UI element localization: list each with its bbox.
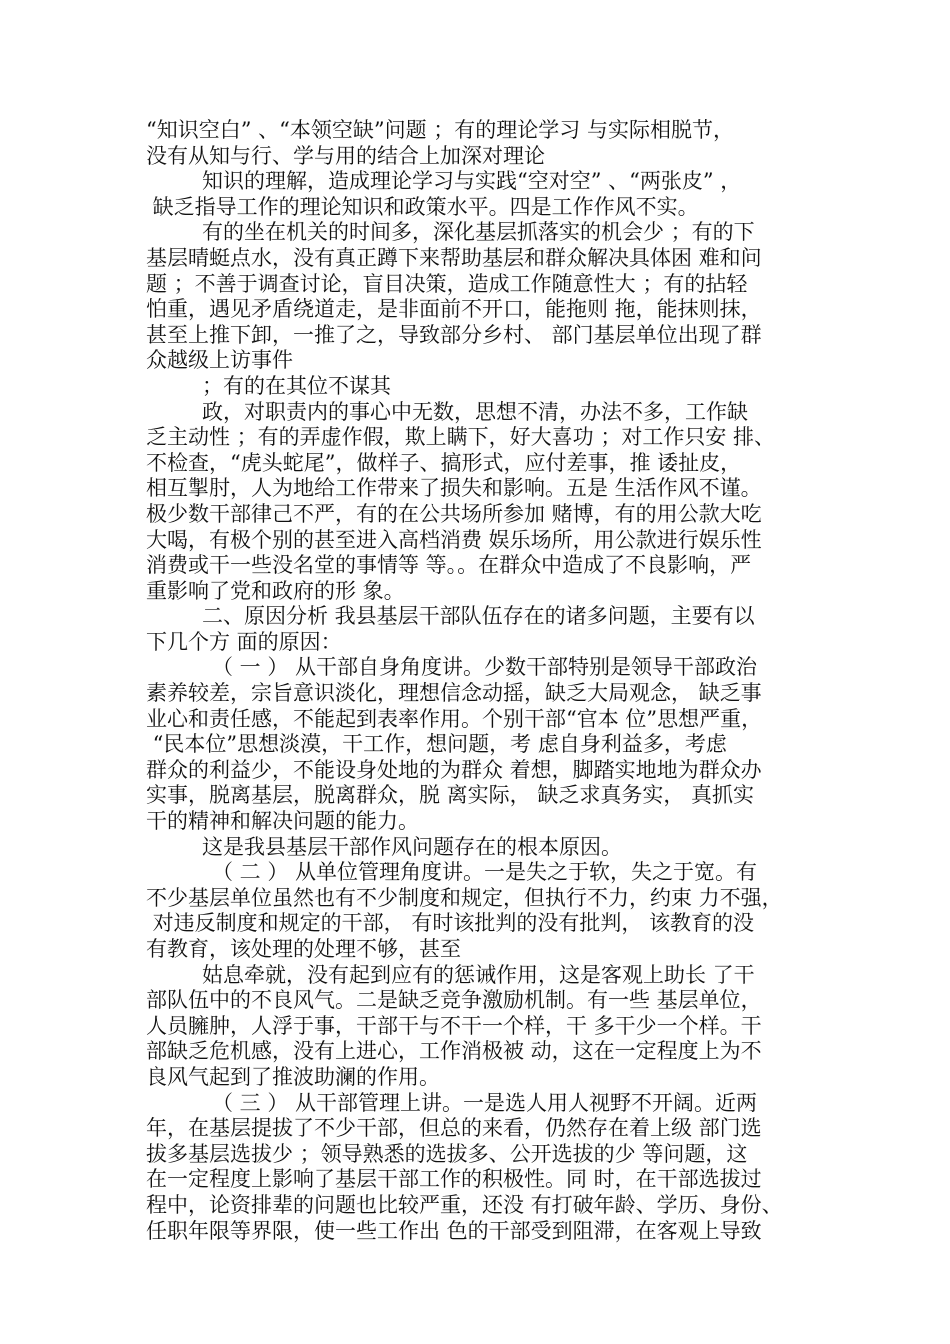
text-line: 政，对职责内的事心中无数，思想不清，办法不多，工作缺 xyxy=(202,399,748,424)
text-line: ；有的在其位不谋其 xyxy=(202,373,391,398)
text-line: 群众的利益少，不能设身处地的为群众 着想，脚踏实地地为群众办 xyxy=(146,757,762,782)
text-line: 众越级上访事件 xyxy=(146,348,293,373)
text-line: 姑息牵就，没有起到应有的惩诫作用，这是客观上助长 了干 xyxy=(202,962,755,987)
text-line: 在一定程度上影响了基层干部工作的积极性。同 时，在干部选拔过 xyxy=(146,1167,762,1192)
text-line: 知识的理解，造成理论学习与实践“空对空” 、“两张皮” ， xyxy=(202,169,742,194)
text-line: 年，在基层提拔了不少干部，但总的来看，仍然存在着上级 部门选 xyxy=(146,1116,762,1141)
text-line: 干的精神和解决问题的能力。 xyxy=(146,809,419,834)
text-line: 这是我县基层干部作风问题存在的根本原因。 xyxy=(202,834,622,859)
text-line: 任职年限等界限，使一些工作出 色的干部受到阻滞，在客观上导致 xyxy=(146,1218,762,1243)
text-line: 部队伍中的不良风气。二是缺乏竞争激励机制。有一些 基层单位， xyxy=(146,988,762,1013)
text-line: 业心和责任感，不能起到表率作用。个别干部“官本 位”思想严重， xyxy=(146,706,763,731)
text-line: （ 三 ） 从干部管理上讲。一是选人用人视野不开阔。近两 xyxy=(212,1090,758,1115)
text-line: （ 二 ） 从单位管理角度讲。一是失之于软，失之于宽。有 xyxy=(212,860,758,885)
text-line: 不检查，“虎头蛇尾”，做样子、搞形式，应付差事，推 诿扯皮， xyxy=(146,450,742,475)
text-line: 良风气起到了推波助澜的作用。 xyxy=(146,1064,440,1089)
text-line: 大喝，有极个别的甚至进入高档消费 娱乐场所，用公款进行娱乐性 xyxy=(146,527,762,552)
text-line: 素养较差，宗旨意识淡化，理想信念动摇，缺乏大局观念， 缺乏事 xyxy=(146,681,762,706)
text-line: 部缺乏危机感，没有上进心，工作消极被 动，这在一定程度上为不 xyxy=(146,1039,762,1064)
text-line: 人员臃肿，人浮于事，干部干与不干一个样，干 多干少一个样。干 xyxy=(146,1013,762,1038)
text-line: “民本位”思想淡漠，干工作，想问题，考 虑自身利益多，考虑 xyxy=(146,732,727,757)
text-line: 题 ；不善于调查讨论，盲目决策，造成工作随意性大 ；有的拈轻 xyxy=(146,271,748,296)
text-line: 有的坐在机关的时间多，深化基层抓落实的机会少 ；有的下 xyxy=(202,220,755,245)
text-line: 不少基层单位虽然也有不少制度和规定，但执行不力，约束 力不强， xyxy=(146,885,783,910)
text-line: 重影响了党和政府的形 象。 xyxy=(146,578,405,603)
text-line: 程中，论资排辈的问题也比较严重，还没 有打破年龄、学历、身份、 xyxy=(146,1192,783,1217)
text-line: 缺乏指导工作的理论知识和政策水平。四是工作作风不实。 xyxy=(146,194,699,219)
text-line: 乏主动性 ；有的弄虚作假，欺上瞒下，好大喜功 ；对工作只安 排、 xyxy=(146,425,776,450)
text-line: 下几个方 面的原因： xyxy=(146,629,342,654)
text-line: 二、原因分析 我县基层干部队伍存在的诸多问题，主要有以 xyxy=(202,604,755,629)
text-line: 极少数干部律己不严，有的在公共场所参加 赌博，有的用公款大吃 xyxy=(146,501,762,526)
text-line: 没有从知与行、学与用的结合上加深对理论 xyxy=(146,143,545,168)
text-line: 相互掣肘，人为地给工作带来了损失和影响。五是 生活作风不谨。 xyxy=(146,476,762,501)
text-line: 实事，脱离基层，脱离群众，脱 离实际， 缺乏求真务实， 真抓实 xyxy=(146,783,755,808)
text-line: 有教育，该处理的处理不够，甚至 xyxy=(146,937,461,961)
text-line: 对违反制度和规定的干部， 有时该批判的没有批判， 该教育的没 xyxy=(146,911,755,936)
text-line: “知识空白” 、“本领空缺”问题 ；有的理论学习 与实际相脱节， xyxy=(146,118,734,142)
text-line: 拔多基层选拔少 ；领导熟悉的选拔多、公开选拔的少 等问题，这 xyxy=(146,1141,748,1166)
text-line: 甚至上推下卸，一推了之，导致部分乡村、 部门基层单位出现了群 xyxy=(146,322,762,347)
text-line: 消费或干一些没名堂的事情等 等。。在群众中造成了不良影响，严 xyxy=(146,553,752,578)
text-line: （ 一 ） 从干部自身角度讲。少数干部特别是领导干部政治 xyxy=(212,655,758,680)
text-line: 怕重，遇见矛盾绕道走，是非面前不开口，能拖则 拖，能抹则抹， xyxy=(146,297,762,322)
document-body-text xyxy=(146,118,806,1244)
text-line: 基层晴蜓点水，没有真正蹲下来帮助基层和群众解决具体困 难和问 xyxy=(146,245,762,270)
